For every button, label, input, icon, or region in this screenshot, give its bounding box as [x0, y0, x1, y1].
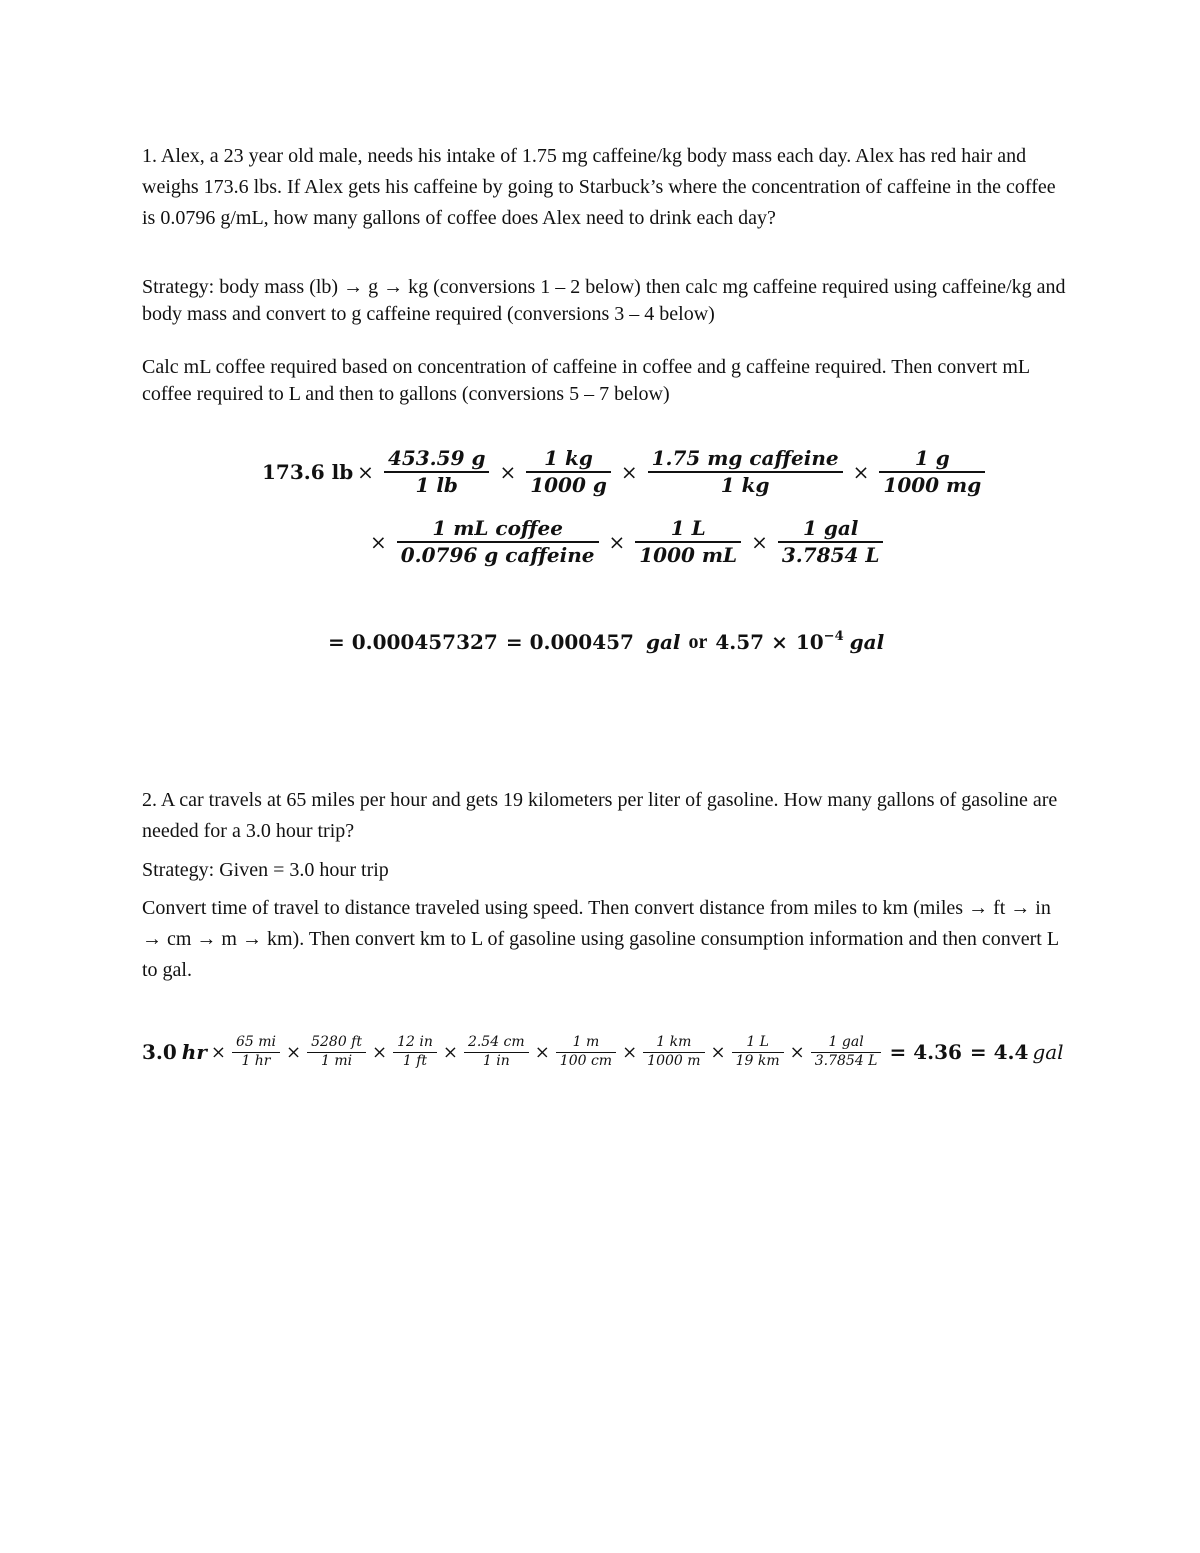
times-sign: × — [499, 460, 517, 484]
numerator: 12 in — [397, 1034, 433, 1050]
times-sign: × — [622, 1041, 638, 1063]
result-unit: gal — [645, 630, 681, 654]
numerator: 1 gal — [828, 1034, 864, 1050]
fraction — [397, 516, 599, 568]
start-value: 3.0 — [142, 1040, 177, 1064]
fraction — [384, 446, 490, 498]
result-raw: = 4.36 — [889, 1040, 962, 1064]
result-final: = 4.4 — [969, 1040, 1029, 1064]
problem2-question: 2. A car travels at 65 miles per hour and gets 19 kilometers per liter of gasoline. How many gallons of gasoline are needed for a 3.0 hour trip? — [142, 789, 1058, 842]
denominator: 1000 mL — [639, 543, 738, 567]
times-sign: × — [357, 460, 374, 484]
fraction — [232, 1034, 280, 1070]
numerator: 1 L — [670, 516, 706, 540]
problem1-strategy: Strategy: body mass (lb) → g → kg (conversions 1 – 2 below) then calc mg caffeine required using caffeine/kg and body mass and convert to g caffeine required (conversions 3 – 4 below) — [142, 276, 1066, 325]
fraction — [648, 446, 843, 498]
denominator: 1 ft — [402, 1052, 428, 1069]
result-unit: gal — [1032, 1040, 1064, 1064]
fraction — [778, 516, 884, 568]
problem1-result — [328, 630, 884, 654]
result-or: or — [688, 630, 708, 653]
numerator: 65 mi — [235, 1034, 276, 1050]
fraction — [464, 1034, 529, 1070]
denominator: 1000 mg — [883, 473, 982, 497]
denominator: 19 km — [735, 1052, 780, 1069]
numerator: 1 gal — [802, 516, 859, 540]
times-sign: × — [751, 530, 768, 554]
times-sign: × — [620, 460, 638, 484]
fraction — [732, 1034, 784, 1070]
times-sign: × — [370, 530, 387, 554]
fraction — [556, 1034, 616, 1070]
fraction — [879, 446, 985, 498]
problem2-strategy: Strategy: Given = 3.0 hour trip — [142, 859, 389, 881]
numerator: 1 m — [572, 1034, 600, 1050]
denominator: 1000 g — [530, 473, 607, 497]
fraction — [811, 1034, 882, 1070]
fraction — [307, 1034, 366, 1070]
start-unit: hr — [181, 1040, 207, 1064]
denominator: 1 kg — [720, 473, 770, 497]
problem2-equation — [142, 1034, 1064, 1070]
problem1-question: 1. Alex, a 23 year old male, needs his intake of 1.75 mg caffeine/kg body mass each day. Alex has red hair and weighs 173.6 lbs. If Alex gets his caffeine by going to Starbuck’s where the concentration of caffeine in the coffee is 0.0796 g/mL, how many gallons of coffee does Alex need to drink each day? — [142, 145, 1056, 229]
times-sign: × — [710, 1041, 726, 1063]
times-sign: × — [789, 1041, 805, 1063]
problem1-equation-line2 — [366, 516, 889, 568]
denominator: 0.0796 g caffeine — [400, 543, 595, 567]
fraction — [526, 446, 611, 498]
fraction — [643, 1034, 704, 1070]
result-sci-exponent: −4 — [823, 628, 844, 644]
denominator: 1 in — [482, 1052, 510, 1069]
times-sign: × — [534, 1041, 550, 1063]
problem2-convert-text: Convert time of travel to distance traveled using speed. Then convert distance from miles to km (miles → ft → in → cm → m → km). Then convert km to L of gasoline using gasoline consumption information and then convert L to gal. — [142, 897, 1059, 981]
numerator: 5280 ft — [311, 1034, 362, 1050]
numerator: 1 mL coffee — [432, 516, 563, 540]
problem1-equation-line1 — [262, 446, 991, 498]
times-sign: × — [608, 530, 626, 554]
fraction — [393, 1034, 437, 1070]
times-sign: × — [210, 1041, 226, 1063]
numerator: 453.59 g — [387, 446, 486, 470]
denominator: 1 mi — [320, 1052, 353, 1069]
denominator: 100 cm — [559, 1052, 613, 1069]
numerator: 1.75 mg caffeine — [651, 446, 839, 470]
numerator: 1 L — [746, 1034, 769, 1050]
numerator: 1 g — [914, 446, 950, 470]
times-sign: × — [442, 1041, 458, 1063]
denominator: 1 hr — [241, 1052, 271, 1069]
times-sign: × — [286, 1041, 302, 1063]
denominator: 1000 m — [647, 1052, 701, 1069]
fraction — [635, 516, 741, 568]
times-sign: × — [371, 1041, 388, 1063]
numerator: 2.54 cm — [467, 1034, 525, 1050]
denominator: 3.7854 L — [781, 543, 880, 567]
result-rounded: = 0.000457 — [505, 630, 634, 654]
problem1-calc-text: Calc mL coffee required based on concentration of caffeine in coffee and g caffeine required. Then convert mL coffee required to L and then to gallons (conversions 5 – 7 below) — [142, 356, 1030, 405]
numerator: 1 kg — [544, 446, 593, 470]
numerator: 1 km — [656, 1034, 692, 1050]
result-raw: = 0.000457327 — [328, 630, 498, 654]
result-sci-unit: gal — [849, 630, 885, 654]
denominator: 1 lb — [415, 473, 458, 497]
result-sci-mantissa: 4.57 × — [715, 630, 788, 654]
result-sci-base: 10 — [795, 630, 824, 654]
start-quantity: 173.6 lb — [262, 460, 354, 484]
times-sign: × — [852, 460, 870, 484]
denominator: 3.7854 L — [814, 1052, 878, 1069]
